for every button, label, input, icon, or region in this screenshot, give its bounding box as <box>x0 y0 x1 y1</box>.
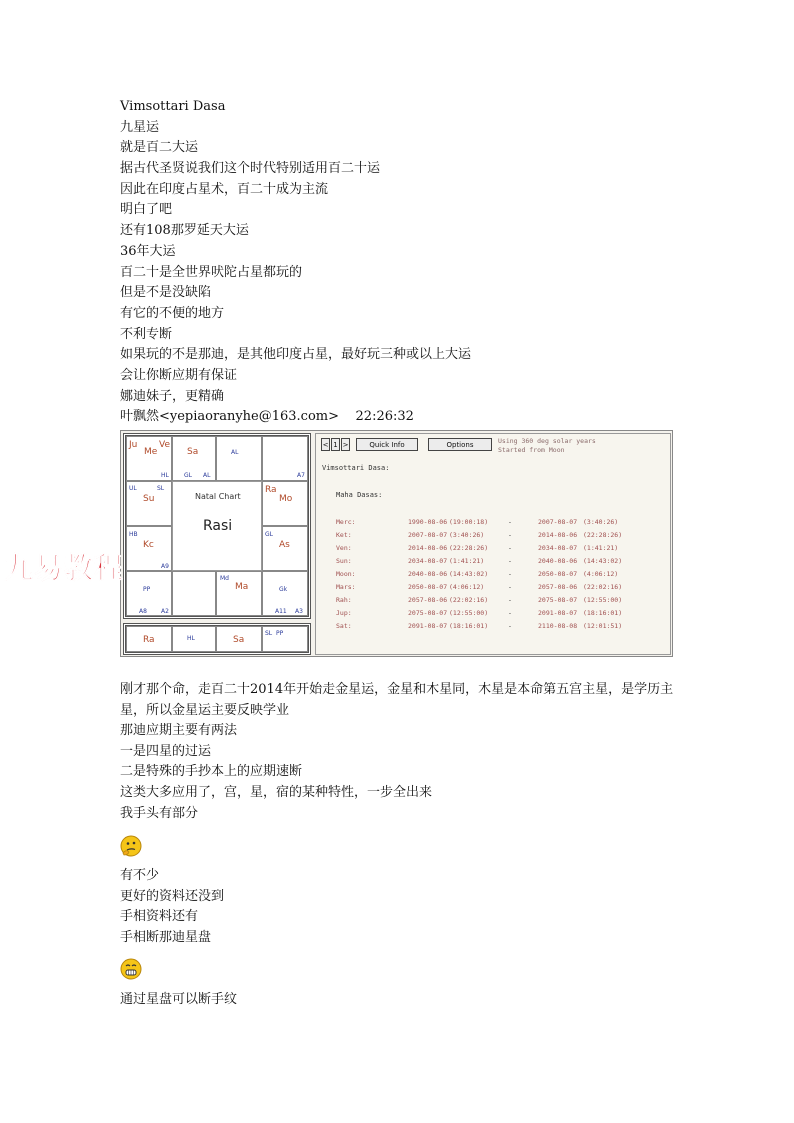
dasa-end: 2007-08-07 <box>538 518 578 526</box>
text-line: 这类大多应用了，宫，星，宿的某种特性，一步全出来 <box>120 785 433 801</box>
chart-house-cell <box>262 436 308 481</box>
chart-grid <box>123 433 311 619</box>
dasa-start: 2091-08-07 <box>408 622 448 630</box>
dasa-dash: - <box>508 557 512 565</box>
dasa-start: 2014-08-06 <box>408 544 448 552</box>
point-label: SL <box>157 485 165 492</box>
dasa-start-time: (4:06:12) <box>449 583 485 591</box>
text-block-bottom <box>120 866 680 949</box>
dasa-end: 2075-08-07 <box>538 596 578 604</box>
chart-house-cell <box>172 626 216 652</box>
dasa-dash: - <box>508 596 512 604</box>
dasa-start-time: (19:00:18) <box>449 518 489 526</box>
point-label: A11 <box>275 608 287 615</box>
dasa-row <box>336 596 656 608</box>
chart-house-cell <box>262 481 308 526</box>
text-line: 二是特殊的手抄本上的应期速断 <box>120 764 303 780</box>
chart-house-cell <box>262 626 308 652</box>
prev-button[interactable]: < <box>321 438 330 451</box>
dasa-start: 2007-08-07 <box>408 531 448 539</box>
dasa-start-time: (22:28:26) <box>449 544 489 552</box>
dasa-row <box>336 518 656 530</box>
dasa-dash: - <box>508 609 512 617</box>
text-line: 更好的资料还没到 <box>120 888 225 904</box>
dasa-end: 2014-08-06 <box>538 531 578 539</box>
dasa-row <box>336 570 656 582</box>
dasa-start-time: (3:40:26) <box>449 531 485 539</box>
settings-note: Started from Moon <box>498 446 565 454</box>
dasa-end: 2050-08-07 <box>538 570 578 578</box>
text-block-middle <box>120 680 680 824</box>
point-label: GL <box>265 531 273 538</box>
point-label: A3 <box>295 608 303 615</box>
text-line: 九星运 <box>120 119 160 135</box>
text-block-top <box>120 97 680 428</box>
text-line: 明白了吧 <box>120 202 173 218</box>
dasa-start: 2057-08-06 <box>408 596 448 604</box>
planet-label: Su <box>143 494 155 504</box>
planet-label: Ra <box>265 485 277 495</box>
planet-label: Sa <box>187 447 199 457</box>
point-label: A2 <box>161 608 169 615</box>
dasa-start-time: (1:41:21) <box>449 557 485 565</box>
text-line: 有不少 <box>120 868 160 883</box>
dasa-planet: Mars: <box>336 583 356 591</box>
chart-house-cell <box>172 571 216 616</box>
thinking-emoji-icon <box>120 835 142 857</box>
planet-label: Mo <box>279 494 293 504</box>
chart-house-cell <box>126 481 172 526</box>
dasa-start: 2075-08-07 <box>408 609 448 617</box>
dasa-subheading: Maha Dasas: <box>336 491 383 499</box>
dasa-start-time: (12:55:00) <box>449 609 489 617</box>
chart-house-cell <box>126 571 172 616</box>
point-label: SL PP <box>265 630 284 637</box>
dasa-row <box>336 544 656 556</box>
dasa-end: 2091-08-07 <box>538 609 578 617</box>
grinning-emoji-icon <box>120 958 142 980</box>
dasa-dash: - <box>508 518 512 526</box>
dasa-start-time: (14:43:02) <box>449 570 489 578</box>
next-button[interactable]: > <box>341 438 350 451</box>
dasa-row <box>336 583 656 595</box>
chart-house-cell <box>216 436 262 481</box>
point-label: A7 <box>297 472 305 479</box>
point-label: A9 <box>161 563 169 570</box>
chart-house-cell <box>262 526 308 571</box>
dasa-start: 2034-08-07 <box>408 557 448 565</box>
text-line: Vimsottari Dasa <box>120 99 226 114</box>
point-label: AL <box>231 449 239 456</box>
dasa-panel <box>315 433 671 655</box>
chart-house-cell <box>126 436 172 481</box>
dasa-heading: Vimsottari Dasa: <box>322 464 390 472</box>
point-label: Gk <box>279 586 288 593</box>
text-line: 不利专断 <box>120 326 173 342</box>
dasa-dash: - <box>508 544 512 552</box>
text-line: 通过星盘可以断手纹 <box>120 992 238 1007</box>
dasa-start: 2040-08-06 <box>408 570 448 578</box>
dasa-planet: Ket: <box>336 531 352 539</box>
dasa-row <box>336 622 656 634</box>
chart-house-cell <box>262 571 308 616</box>
chart-house-cell <box>126 526 172 571</box>
planet-label: Ju <box>129 440 138 450</box>
dasa-end-time: (18:16:01) <box>583 609 623 617</box>
point-label: HL <box>161 472 169 479</box>
page-button[interactable]: 1 <box>331 438 340 451</box>
planet-label: Me <box>144 447 158 457</box>
dasa-row <box>336 531 656 543</box>
natal-chart <box>123 433 311 655</box>
text-line: 一是四星的过运 <box>120 743 212 759</box>
text-line: 有它的不便的地方 <box>120 305 225 321</box>
text-line: 手相资料还有 <box>120 909 199 925</box>
dasa-planet: Rah: <box>336 596 352 604</box>
point-label: HB <box>129 531 138 538</box>
sender-line: 叶飘然<yepiaoranyhe@163.com> 22:26:32 <box>120 409 414 425</box>
dasa-planet: Merc: <box>336 518 356 526</box>
dasa-start-time: (18:16:01) <box>449 622 489 630</box>
dasa-start-time: (22:02:16) <box>449 596 489 604</box>
dasa-end-time: (4:06:12) <box>583 570 619 578</box>
dasa-row <box>336 557 656 569</box>
settings-note: Using 360 deg solar years <box>498 437 596 445</box>
point-label: HL <box>187 635 195 642</box>
point-label: PP <box>143 586 151 593</box>
text-line: 手相断那迪星盘 <box>120 930 212 946</box>
chart-house-cell <box>216 571 262 616</box>
dasa-start: 1990-08-06 <box>408 518 448 526</box>
text-paragraph: 刚才那个命，走百二十2014年开始走金星运，金星和木星同，木星是本命第五宫主星，是学历主星，所以金星运主要反映学业 <box>120 682 674 718</box>
chart-house-cell <box>172 436 216 481</box>
quick-info-button[interactable]: Quick Info <box>356 438 418 451</box>
point-label: A8 <box>139 608 147 615</box>
text-line: 那迪应期主要有两法 <box>120 723 238 738</box>
text-line: 就是百二大运 <box>120 140 199 156</box>
dasa-dash: - <box>508 531 512 539</box>
planet-label: As <box>279 540 290 550</box>
dasa-dash: - <box>508 570 512 578</box>
jyotish-software-screenshot <box>120 430 673 657</box>
text-line: 如果玩的不是那迪，是其他印度占星，最好玩三种或以上大运 <box>120 347 472 363</box>
text-line: 还有108那罗延天大运 <box>120 223 249 239</box>
text-line: 会让你断应期有保证 <box>120 367 238 383</box>
text-line: 但是不是没缺陷 <box>120 285 212 301</box>
text-line: 因此在印度占星术，百二十成为主流 <box>120 181 329 197</box>
point-label: AL <box>203 472 211 479</box>
dasa-planet: Sun: <box>336 557 352 565</box>
dasa-start: 2050-08-07 <box>408 583 448 591</box>
text-line: 百二十是全世界吠陀占星都玩的 <box>120 264 303 280</box>
text-line: 我手头有部分 <box>120 805 199 821</box>
chart-bottom-row <box>123 623 311 655</box>
dasa-end: 2040-08-06 <box>538 557 578 565</box>
dasa-end-time: (1:41:21) <box>583 544 619 552</box>
dasa-end-time: (22:28:26) <box>583 531 623 539</box>
dasa-end: 2034-08-07 <box>538 544 578 552</box>
dasa-end: 2110-08-08 <box>538 622 578 630</box>
options-button[interactable]: Options <box>428 438 492 451</box>
dasa-dash: - <box>508 583 512 591</box>
dasa-planet: Ven: <box>336 544 352 552</box>
point-label: UL <box>129 485 137 492</box>
planet-label: Ma <box>235 582 249 592</box>
dasa-dash: - <box>508 622 512 630</box>
chart-house-cell <box>126 626 172 652</box>
planet-label: Sa <box>233 635 245 645</box>
chart-center <box>172 481 262 571</box>
planet-label: Ve <box>159 440 170 450</box>
planet-label: Ra <box>143 635 155 645</box>
watermark-text: 九易教程 <box>4 551 125 585</box>
chart-house-cell <box>216 626 262 652</box>
text-line: 36年大运 <box>120 243 176 259</box>
text-line: 据古代圣贤说我们这个时代特别适用百二十运 <box>120 161 381 177</box>
dasa-end-time: (14:43:02) <box>583 557 623 565</box>
dasa-planet: Sat: <box>336 622 352 630</box>
chart-type-label: Rasi <box>203 518 233 534</box>
dasa-end-time: (12:55:00) <box>583 596 623 604</box>
dasa-end: 2057-08-06 <box>538 583 578 591</box>
point-label: Md <box>220 575 229 582</box>
dasa-planet: Moon: <box>336 570 356 578</box>
planet-label: Kc <box>143 540 154 550</box>
dasa-planet: Jup: <box>336 609 352 617</box>
dasa-row <box>336 609 656 621</box>
chart-title: Natal Chart <box>195 492 241 501</box>
dasa-end-time: (12:01:51) <box>583 622 623 630</box>
dasa-end-time: (22:02:16) <box>583 583 623 591</box>
point-label: GL <box>184 472 192 479</box>
text-line: 娜迪妹子，更精确 <box>120 388 225 404</box>
dasa-end-time: (3:40:26) <box>583 518 619 526</box>
